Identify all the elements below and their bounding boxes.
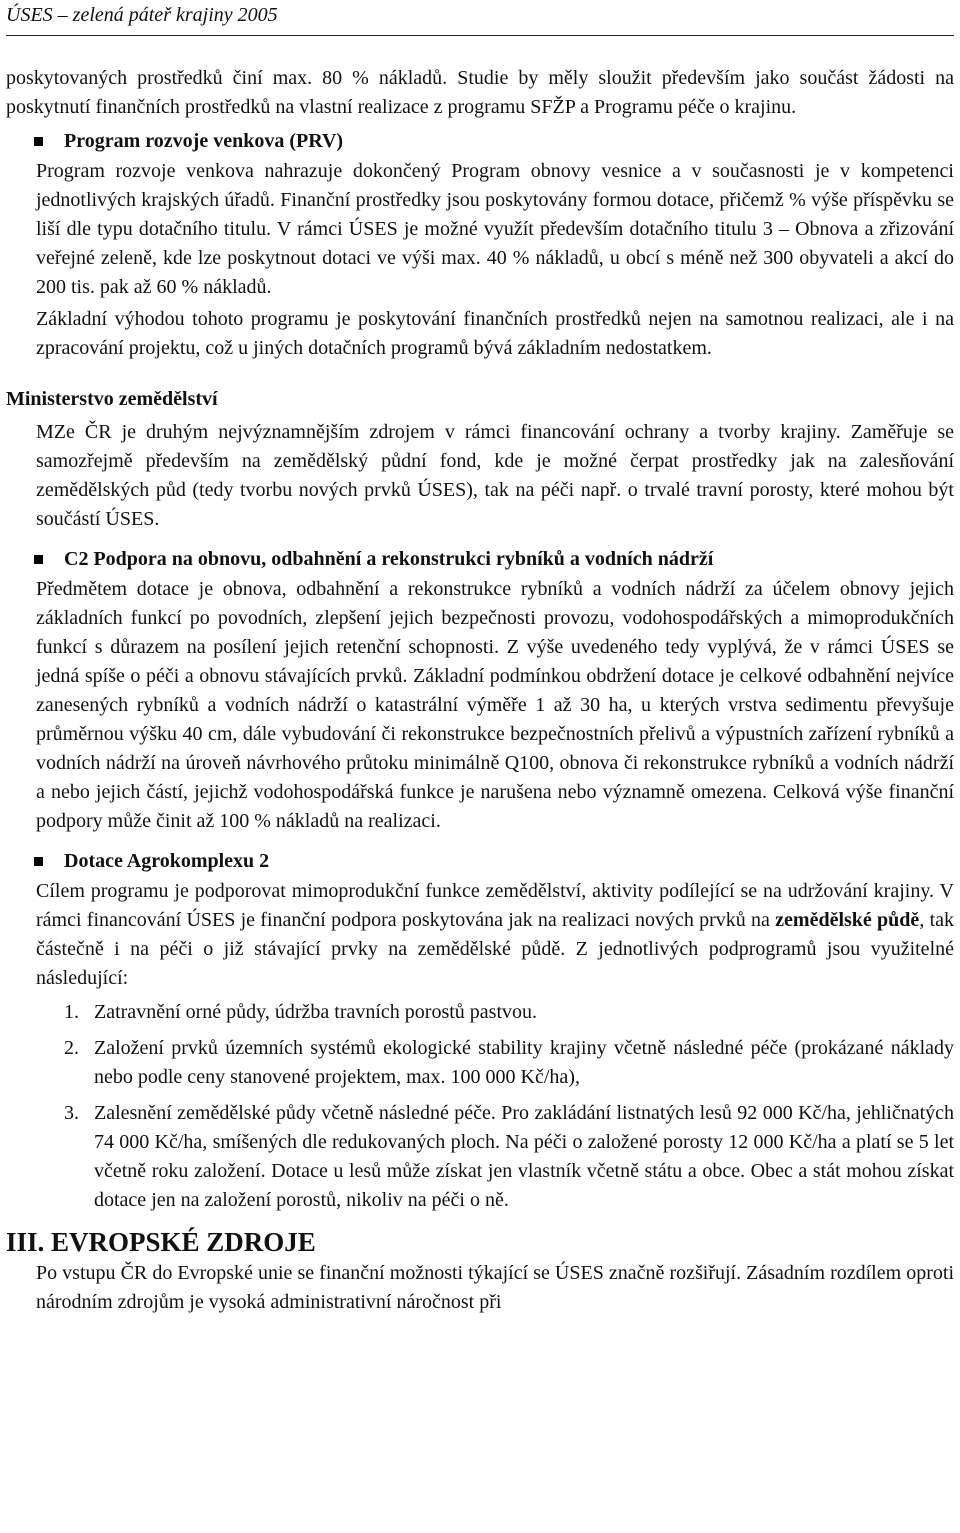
prv-heading [6, 127, 954, 156]
list-item-number: 2. [64, 1037, 79, 1059]
mze-section [6, 418, 954, 534]
header-title: ÚSES – zelená páteř krajiny 2005 [6, 4, 278, 26]
list-item-text: Zatravnění orné půdy, údržba travních porostů pastvou. [94, 1001, 538, 1023]
agro-heading-text: Dotace Agrokomplexu 2 [64, 850, 270, 872]
agro-paragraph-bold: zemědělské půdě [775, 909, 920, 931]
agro-list [36, 998, 954, 1215]
bullet-square-icon [34, 857, 43, 866]
intro-paragraph: poskytovaných prostředků činí max. 80 % nákladů. Studie by měly sloužit především jako součást žádosti na poskytnutí finančních prostředků na vlastní realizace z programu SFŽP a Programu péče o krajinu. [6, 67, 954, 118]
c2-paragraph: Předmětem dotace je obnova, odbahnění a rekonstrukce rybníků a vodních nádrží za účelem obnovy jejich základních funkcí po povodních, zlepšení jejich bezpečnosti provozu, vodohospodářských a mimoprodukčních funkcí s důrazem na posílení jejich retenční schopnosti. Z výše uvedeného tedy vyplývá, že v rámci ÚSES se jedná spíše o péči a obnovu stávajících prvků. Základní podmínkou obdržení dotace je celkové odbahnění nejvíce zanesených rybníků a vodních nádrží o katastrální výměře 1 až 30 ha, u kterých vrstva sedimentu převyšuje průměrnou výšku 40 cm, dále vybudování či rekonstrukce bezpečnostních přelivů a výpustních zařízení rybníků a vodních nádrží na úroveň návrhového průtoku minimálně Q100, obnova či rekonstrukce rybníků a vodních nádrží a nebo jejich částí, jejichž vodohospodářská funkce je narušena nebo významně omezena. Celková výše finanční podpory může činit až 100 % nákladů na realizaci. [36, 578, 954, 832]
agro-heading [6, 847, 954, 876]
agro-paragraph [36, 877, 954, 993]
c2-section [6, 575, 954, 836]
list-item-number: 1. [64, 1001, 79, 1023]
list-item [36, 1034, 954, 1092]
agro-section [6, 877, 954, 1215]
list-item [36, 998, 954, 1027]
c2-heading [6, 545, 954, 574]
c2-heading-text: C2 Podpora na obnovu, odbahnění a rekonstrukci rybníků a vodních nádrží [64, 548, 714, 570]
eu-heading: III. EVROPSKÉ ZDROJE [6, 1227, 316, 1257]
prv-section [6, 157, 954, 363]
page-header [6, 2, 954, 36]
eu-section [6, 1259, 954, 1317]
mze-paragraph: MZe ČR je druhým nejvýznamnějším zdrojem v rámci financování ochrany a tvorby krajiny. Zaměřuje se samozřejmě především na zemědělský půdní fond, kde je možné čerpat prostředky jak na zalesňování zemědělských půd (tedy tvorbu nových prvků ÚSES), tak na péči např. o trvalé travní porosty, které mohou být součástí ÚSES. [36, 421, 954, 530]
mze-heading: Ministerstvo zemědělství [6, 388, 218, 410]
bullet-square-icon [34, 137, 43, 146]
list-item-text: Založení prvků územních systémů ekologické stability krajiny včetně následné péče (prokázané náklady nebo podle ceny stanovené projektem, max. 100 000 Kč/ha), [94, 1037, 954, 1088]
list-item [36, 1099, 954, 1215]
agro-paragraph-part-a: Cílem programu je podporovat mimoprodukční funkce zemědělství, aktivity podílející se na udržování krajiny. V rámci financování ÚSES je finanční podpora poskytována jak na realizaci nových prvků na [36, 880, 954, 931]
eu-paragraph: Po vstupu ČR do Evropské unie se finanční možnosti týkající se ÚSES značně rozšiřují. Zásadním rozdílem oproti národním zdrojům je vysoká administrativní náročnost při [36, 1262, 954, 1313]
document-body [6, 64, 954, 1317]
prv-paragraph-1: Program rozvoje venkova nahrazuje dokončený Program obnovy vesnice a v současnosti je v kompetenci jednotlivých krajských úřadů. Finanční prostředky jsou poskytovány formou dotace, přičemž % výše příspěvku se liší dle typu dotačního titulu. V rámci ÚSES je možné využít především dotačního titulu 3 – Obnova a zřizování veřejné zeleně, kde lze poskytnout dotaci ve výši max. 40 % nákladů, u obcí s méně než 300 obyvateli a akcí do 200 tis. pak až 60 % nákladů. [36, 160, 954, 298]
list-item-number: 3. [64, 1102, 79, 1124]
agro-paragraph-part-b: , tak částečně i na péči o již stávající prvky na zemědělské půdě. Z jednotlivých podprogramů jsou využitelné následující: [36, 909, 954, 989]
prv-paragraph-2: Základní výhodou tohoto programu je poskytování finančních prostředků nejen na samotnou realizaci, ale i na zpracování projektu, což u jiných dotačních programů bývá základním nedostatkem. [36, 308, 954, 359]
bullet-square-icon [34, 555, 43, 564]
list-item-text: Zalesnění zemědělské půdy včetně následné péče. Pro zakládání listnatých lesů 92 000 Kč/ha, jehličnatých 74 000 Kč/ha, smíšených dle redukovaných ploch. Na péči o založené porosty 12 000 Kč/ha a platí se 5 let včetně roku založení. Dotace u lesů může získat jen vlastník včetně státu a obce. Obec a stát mohou získat dotace jen na založení porostů, nikoliv na péči o ně. [94, 1102, 954, 1211]
prv-heading-text: Program rozvoje venkova (PRV) [64, 130, 344, 152]
